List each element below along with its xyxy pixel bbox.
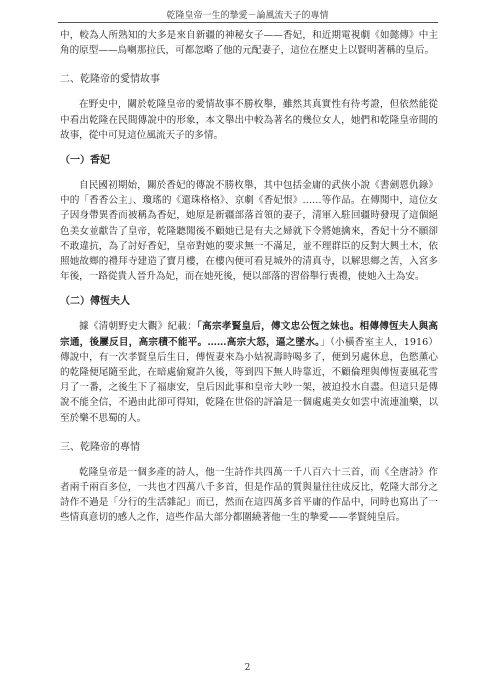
love-stories-paragraph: 在野史中，關於乾隆皇帝的愛情故事不勝枚舉，雖然其真實性有待考證，但依然能從中看出乾隆在民間傳說中的形象，本文舉出中較為著名的幾位女人，她們和乾隆皇帝間的故事，從中可見這位風流天子的多情。 — [60, 99, 438, 141]
intro-paragraph: 中，較為人所熟知的大多是來自新疆的神秘女子——香妃，和近期電視劇《如懿傳》中主角的原型——烏喇那拉氏，可都忽略了他的元配妻子，這位在歷史上以賢明著稱的皇后。 — [60, 30, 438, 57]
citation: 」（小橫香室主人，1916） — [320, 336, 439, 348]
subheading-fragrant-concubine: （一）香妃 — [60, 155, 110, 167]
document-body — [60, 28, 438, 526]
devotion-paragraph: 乾隆皇帝是一個多產的詩人，他一生詩作共四萬一千八百六十三首，而《全唐詩》作者兩千兩百多位，一共也才四萬八千多首，但是作品的質與量往往成反比，乾隆大部分之詩作不過是「分行的生活雜記」而已，然而在這四萬多首平庸的作品中，同時也寫出了一些情真意切的感人之作，這些作品大部分都圍繞著他一生的摯愛——孝賢純皇后。 — [60, 466, 438, 524]
quote-intro: 據《清朝野史大觀》紀載： — [79, 321, 198, 333]
fuheng-story-text: 傳說中，有一次孝賢皇后生日，傅恆妻來為小姑祝壽時喝多了，便到另處休息，色慾薰心的乾隆便尾隨至此，在暗處偷窺許久後，等到四下無人時靠近，不顧倫理與傅恆妻風花雪月了一番，之後生下了福康安，皇后因此事和皇帝大吵一架，被迫投水自盡。但這只是傳說不能全信，不過由此卻可得知，乾隆在世俗的評論是一個處處美女如雲中流連洫樂，以至於樂不思蜀的人。 — [60, 351, 438, 424]
header-divider — [58, 22, 438, 23]
fragrant-concubine-paragraph: 自民國初期始，關於香妃的傳說不勝枚舉，其中包括金庸的武俠小說《書劍恩仇錄》中的「香香公主」、瓊瑤的《還珠格格》、京劇《香妃恨》……等作品。在傳聞中，這位女子因身帶異香而被稱為香妃，她原是新疆部落首領的妻子，清軍入駐回疆時發現了這個絕色美女並獻告了皇帝，乾隆聽聞後不顧她已是有夫之婦就下令將她擒來，香妃十分不願卻不敢違抗，為了討好香妃，皇帝對她的要求無一不滿足，並不理群臣的反對大興土木，依照她故鄉的禮拜寺建造了寶月樓，在樓內便可看見城外的清真寺，以解思鄉之苦，入宮多年後，一路從貴人晉升為妃，而在她死後，便以部落的習俗舉行喪禮，使她入土為安。 — [60, 180, 438, 283]
bold-quote-1: 「高宗孝賢皇后，傅文忠公恆之妹也。相傳傅恆夫人與高宗通，後屢反目， — [60, 321, 439, 348]
section-heading-love-stories: 二、乾隆帝的愛情故事 — [60, 74, 160, 86]
section-heading-devotion: 三、乾隆帝的專情 — [60, 441, 140, 453]
running-header: 乾隆皇帝一生的摯愛－論風流天子的專情 — [166, 11, 329, 21]
bold-quote-2: 高宗積不能平。……高宗大怒，逼之墜水。 — [138, 336, 321, 348]
fuheng-wife-paragraph — [60, 319, 438, 425]
page-number: 2 — [244, 663, 251, 673]
subheading-fuheng-wife: （二）傅恆夫人 — [60, 296, 130, 308]
